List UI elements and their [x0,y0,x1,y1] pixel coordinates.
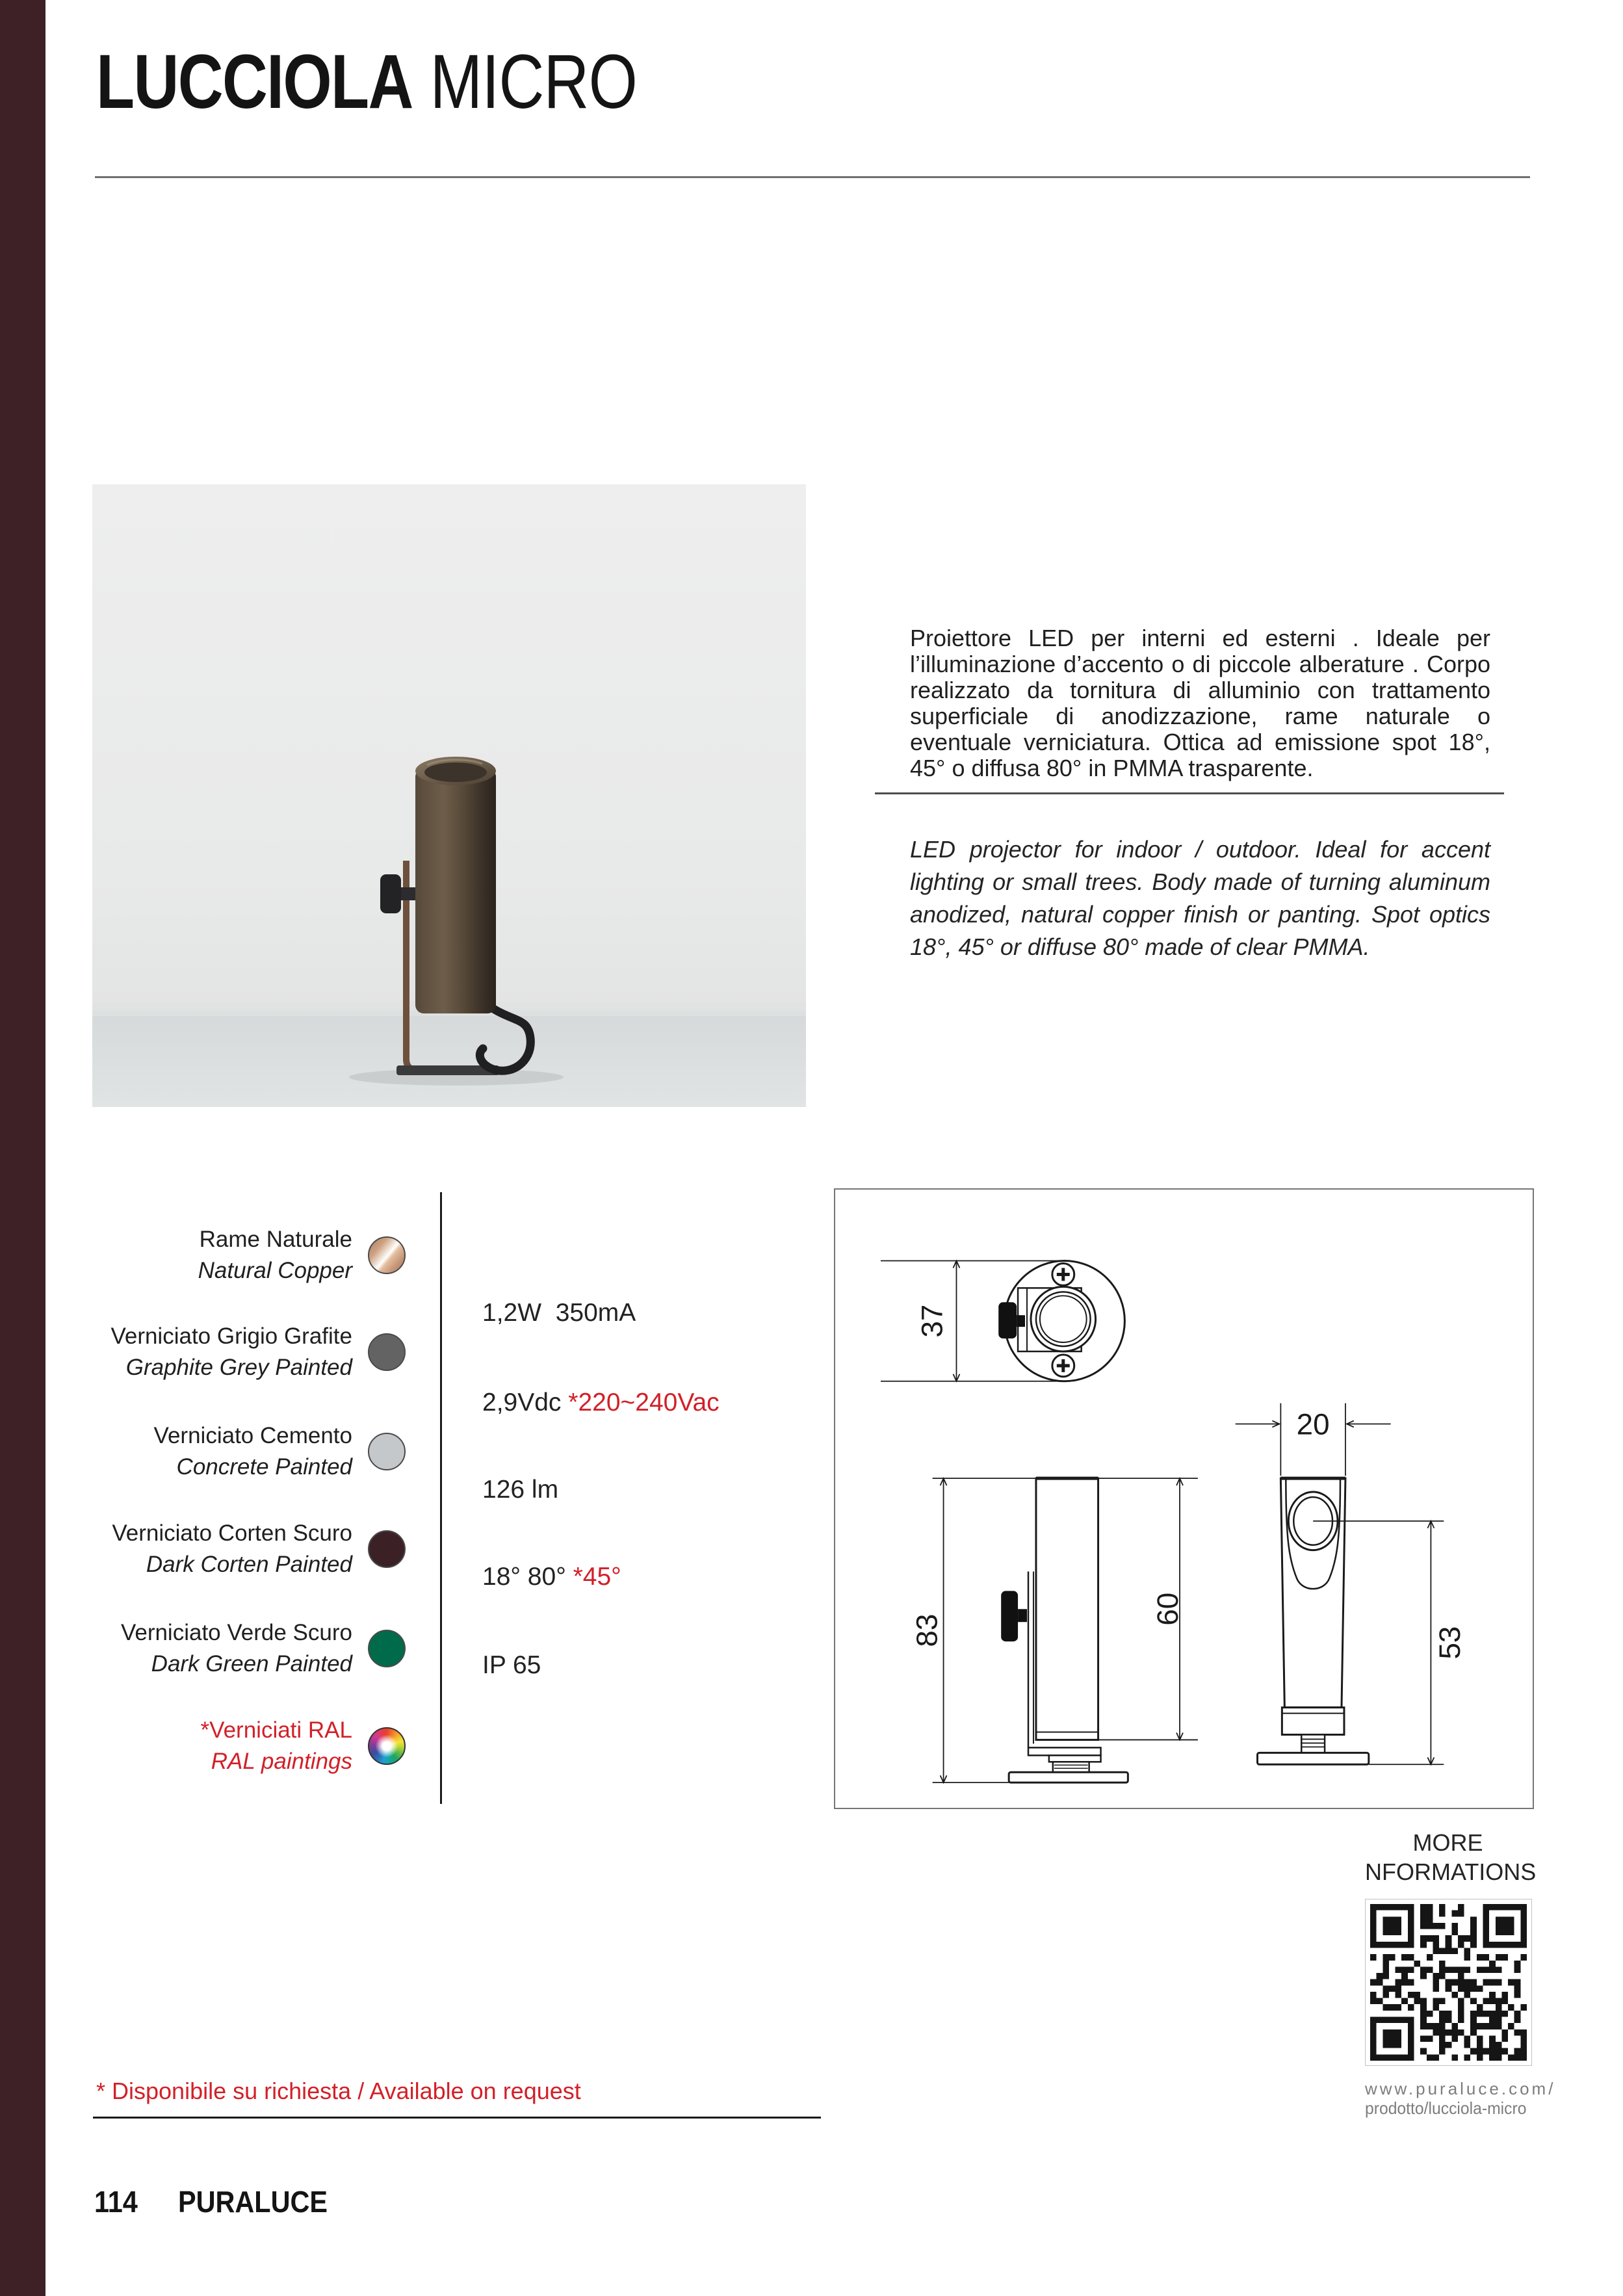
finish-name-en: Concrete Painted [176,1454,352,1480]
finish-name-en: Natural Copper [198,1258,352,1283]
finish-row-graphite-grey [65,1318,406,1386]
product-variant: MICRO [430,39,638,125]
technical-drawing [834,1188,1534,1809]
product-photo-illustration [92,484,806,1107]
spec-value: 126 lm [482,1476,559,1504]
column-divider [440,1192,442,1804]
dim-53-label: 53 [1433,1626,1467,1660]
finish-row-dark-corten [65,1515,406,1583]
dim-37-label: 37 [915,1304,949,1338]
spec-value: 2,9Vdc [482,1389,569,1416]
left-accent-bar [0,0,45,2296]
description-english: LED projector for indoor / outdoor. Ideal for accent lighting or small trees. Body made of turning aluminum anodized, natural copper finish or panting. Spot optics 18°, 45° or diffuse 80° made of clear PMMA. [910,836,1490,960]
finish-label [66,1420,352,1483]
more-informations-line1: MORE [1412,1829,1483,1856]
finish-name-en: Dark Corten Painted [146,1552,352,1577]
green-swatch [368,1630,406,1667]
copper-swatch [368,1236,406,1274]
dim-20-label: 20 [1296,1407,1330,1441]
availability-footnote: * Disponibile su richiesta / Available on request [96,2078,581,2104]
footer-rule [93,2117,821,2119]
finish-row-natural-copper [65,1221,406,1289]
concrete-swatch [368,1433,406,1470]
qr-code [1365,1899,1532,2066]
spec-lumen [482,1476,558,1504]
description-italian: Proiettore LED per interni ed esterni . Ideale per l’illuminazione d’accento o di piccole alberature . Corpo realizzato da tornitura di alluminio con trattamento superficiale di anodizzazione, rame naturale o eventuale verniciatura. Ottica ad emissione spot 18°, 45° o diffusa 80° in PMMA trasparente. [910,625,1490,781]
spec-value-red: *45° [573,1563,621,1591]
ral-color-wheel-swatch [368,1727,406,1765]
spec-value: IP 65 [482,1651,541,1679]
spec-value: 1,2W 350mA [482,1299,636,1327]
description-separator [875,792,1504,794]
finish-name-it: Rame Naturale [199,1227,352,1252]
spec-ip-rating [482,1651,541,1680]
brand-name: PURALUCE [178,2185,328,2219]
more-informations-label [1365,1828,1537,1886]
url-line1[interactable]: www.puraluce.com/ [1365,2079,1556,2098]
technical-drawing-svg [835,1190,1533,1808]
spec-value-red: *220~240Vac [568,1389,720,1416]
finish-name-en: Dark Green Painted [151,1651,352,1676]
product-photo [92,484,806,1107]
spec-power [482,1299,636,1327]
page-title [96,40,637,125]
finish-name-it: Verniciato Verde Scuro [120,1620,352,1645]
corten-swatch [368,1530,406,1568]
title-rule [95,176,1530,178]
finish-row-concrete [65,1418,406,1485]
finish-label [66,1518,352,1580]
graphite-swatch [368,1333,406,1371]
finish-name-it: *Verniciati RAL [200,1717,352,1743]
finish-label [66,1617,352,1680]
product-url[interactable] [1365,2079,1560,2118]
page-number: 114 [94,2185,138,2219]
more-informations-line2: NFORMATIONS [1365,1859,1537,1885]
spec-value: 18° 80° [482,1563,573,1591]
dim-83-label: 83 [910,1613,944,1647]
finish-name-en: Graphite Grey Painted [125,1355,352,1380]
finish-name-en: RAL paintings [211,1749,352,1774]
url-line2[interactable]: prodotto/lucciola-micro [1365,2098,1527,2118]
finish-row-ral [65,1712,406,1780]
finish-label [66,1715,352,1777]
spec-voltage [482,1389,720,1417]
finish-name-it: Verniciato Corten Scuro [112,1520,352,1546]
finish-row-dark-green [65,1615,406,1682]
finish-label [66,1224,352,1286]
dim-60-label: 60 [1151,1592,1185,1626]
finish-label [66,1321,352,1383]
finish-name-it: Verniciato Cemento [153,1423,352,1448]
finish-name-it: Verniciato Grigio Grafite [110,1324,352,1349]
spec-beam-angles [482,1563,621,1591]
product-name: LUCCIOLA [96,39,413,125]
qr-code-pattern [1370,1904,1527,2061]
